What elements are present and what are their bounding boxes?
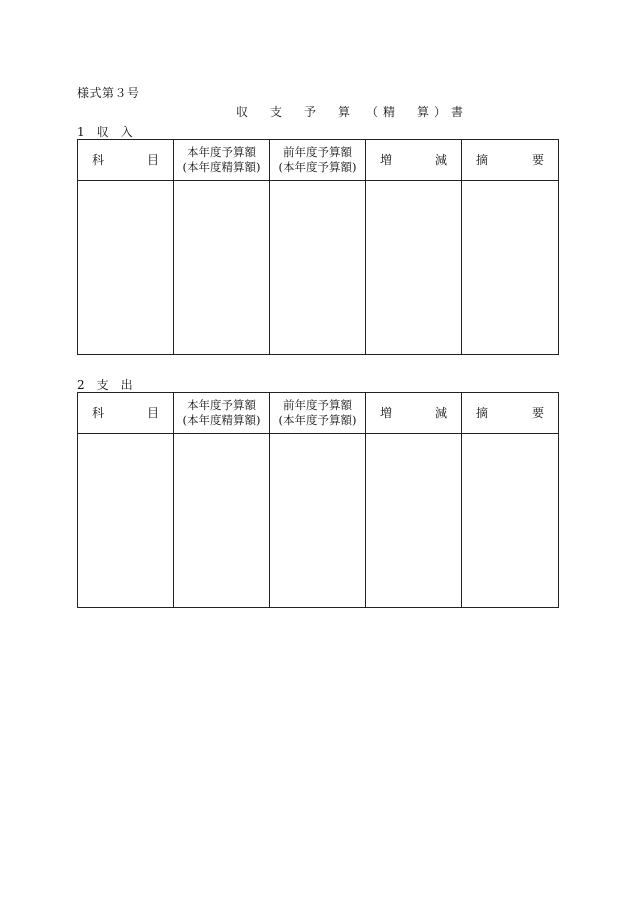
cell-current-budget[interactable] (174, 181, 270, 355)
header-text: 前年度予算額 (283, 398, 352, 412)
header-text: 科 (92, 152, 105, 167)
expenditure-header-row (78, 393, 559, 434)
header-text: 本年度予算額 (187, 145, 256, 159)
cell-account[interactable] (78, 181, 174, 355)
cell-change[interactable] (366, 181, 462, 355)
header-text: 前年度予算額 (283, 145, 352, 159)
form-number: 様式第３号 (77, 86, 140, 100)
header-text: (本年度予算額) (278, 160, 357, 174)
cell-current-budget[interactable] (174, 434, 270, 608)
cell-previous-budget[interactable] (270, 181, 366, 355)
column-header-current-budget (174, 140, 270, 181)
header-text: 目 (146, 152, 159, 167)
column-header-account (78, 393, 174, 434)
column-header-change (366, 393, 462, 434)
document-title: 収 支 予 算 （精 算）書 (236, 105, 469, 119)
header-text: 要 (531, 152, 544, 167)
section-heading-income: 1 収 入 (77, 125, 133, 139)
column-header-previous-budget (270, 393, 366, 434)
header-text: 増 (380, 152, 393, 167)
section-heading-expenditure: 2 支 出 (77, 378, 133, 392)
header-text: 摘 (476, 405, 489, 420)
header-text: 摘 (476, 152, 489, 167)
cell-remarks[interactable] (462, 181, 559, 355)
header-text: 減 (434, 152, 447, 167)
header-text: 本年度予算額 (187, 398, 256, 412)
header-text: 減 (434, 405, 447, 420)
header-text: 科 (92, 405, 105, 420)
cell-change[interactable] (366, 434, 462, 608)
column-header-remarks (462, 393, 559, 434)
cell-account[interactable] (78, 434, 174, 608)
header-text: 目 (146, 405, 159, 420)
cell-previous-budget[interactable] (270, 434, 366, 608)
income-header-row (78, 140, 559, 181)
column-header-current-budget (174, 393, 270, 434)
column-header-change (366, 140, 462, 181)
expenditure-table (77, 392, 559, 608)
cell-remarks[interactable] (462, 434, 559, 608)
header-text: 増 (380, 405, 393, 420)
income-body-row (78, 181, 559, 355)
header-text: (本年度精算額) (182, 413, 261, 427)
header-text: 要 (531, 405, 544, 420)
column-header-remarks (462, 140, 559, 181)
header-text: (本年度予算額) (278, 413, 357, 427)
income-table (77, 139, 559, 355)
column-header-account (78, 140, 174, 181)
column-header-previous-budget (270, 140, 366, 181)
header-text: (本年度精算額) (182, 160, 261, 174)
expenditure-body-row (78, 434, 559, 608)
